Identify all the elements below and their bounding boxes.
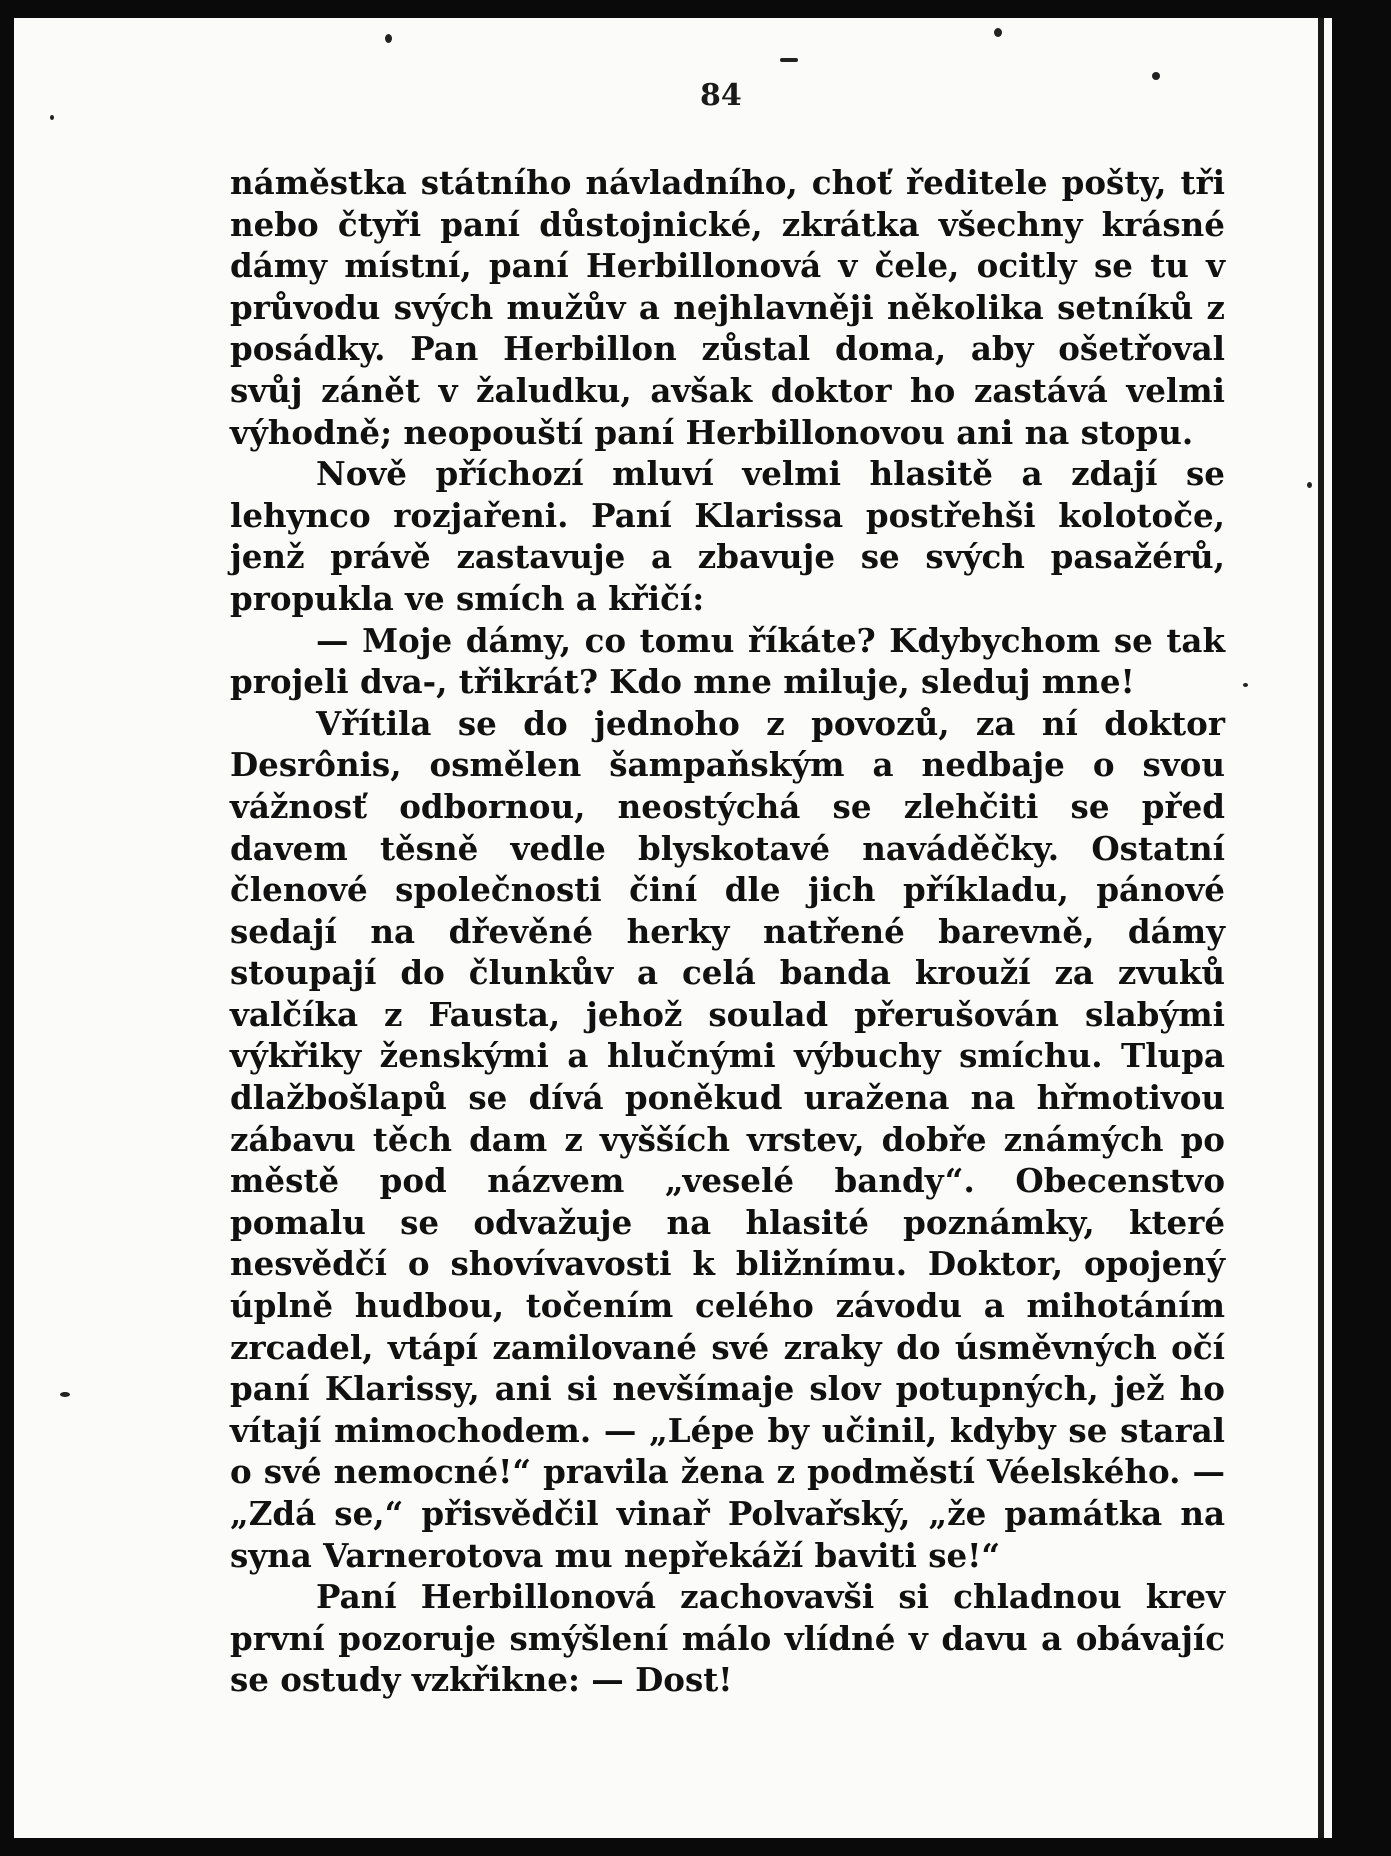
- scan-speck: [1307, 482, 1312, 488]
- scan-speck: [385, 34, 392, 43]
- scan-border-right-line: [1318, 18, 1324, 1856]
- scan-border-left: [0, 0, 14, 1856]
- scan-speck: [1243, 683, 1248, 687]
- paragraph: Vřítila se do jednoho z povozů, za ní doktor Desrônis, osmělen šampaňským a nedbaje o svou vážnosť odbornou, neostýchá se zlehčiti se před davem těsně vedle blyskotavé naváděčky. Ostatní členové společnosti činí dle jich příkladu, pánové sedají na dřevěné herky natřené barevně, dámy stoupají do člunkův a celá banda krouží za zvuků valčíka z Fausta, jehož soulad přerušován slabými výkřiky ženskými a hlučnými výbuchy smíchu. Tlupa dlažbošlapů se dívá poněkud uražena na hřmotivou zábavu těch dam z vyšších vrstev, dobře známých po městě pod názvem „veselé bandy“. Obecenstvo pomalu se odvažuje na hlasité poznámky, které nesvědčí o shovívavosti k bližnímu. Doktor, opojený úplně hudbou, točením celého závodu a mihotáním zrcadel, vtápí zamilované své zraky do úsměvných očí paní Klarissy, ani si nevšímaje slov potupných, jež ho vítají mimochodem. — „Lépe by učinil, kdyby se staral o své nemocné!“ pravila žena z podměstí Véelského. — „Zdá se,“ přisvědčil vinař Polvařský, „že památka na syna Varnerotova mu nepřekáží baviti se!“: [230, 703, 1225, 1575]
- scan-border-top: [0, 0, 1391, 18]
- paragraph: — Moje dámy, co tomu říkáte? Kdybychom se tak projeli dva-, třikrát? Kdo mne miluje, sleduj mne!: [230, 620, 1225, 702]
- paragraph: Nově příchozí mluví velmi hlasitě a zdají se lehynco rozjařeni. Paní Klarissa postřehši kolotoče, jenž právě zastavuje a zbavuje se svých pasažérů, propukla ve smích a křičí:: [230, 454, 1225, 618]
- scan-speck: [60, 1392, 70, 1397]
- scan-speck: [780, 58, 798, 62]
- scan-speck: [1152, 72, 1160, 80]
- scan-border-right: [1332, 0, 1391, 1856]
- body-text: [230, 162, 1225, 1701]
- scan-speck: [994, 28, 1002, 37]
- paragraph: náměstka státního návladního, choť ředitele pošty, tři nebo čtyři paní důstojnické, zkrátka všechny krásné dámy místní, paní Herbillonová v čele, ocitly se tu v průvodu svých mužův a nejhlavněji několika setníků z posádky. Pan Herbillon zůstal doma, aby ošetřoval svůj zánět v žaludku, avšak doktor ho zastává velmi výhodně; neopouští paní Herbillonovou ani na stopu.: [230, 163, 1225, 452]
- scan-border-bottom: [0, 1838, 1391, 1856]
- paragraph: Paní Herbillonová zachovavši si chladnou krev první pozoruje smýšlení málo vlídné v davu a obávajíc se ostudy vzkřikne: — Dost!: [230, 1577, 1225, 1700]
- scan-speck: [50, 115, 54, 120]
- page-number: 84: [700, 78, 742, 113]
